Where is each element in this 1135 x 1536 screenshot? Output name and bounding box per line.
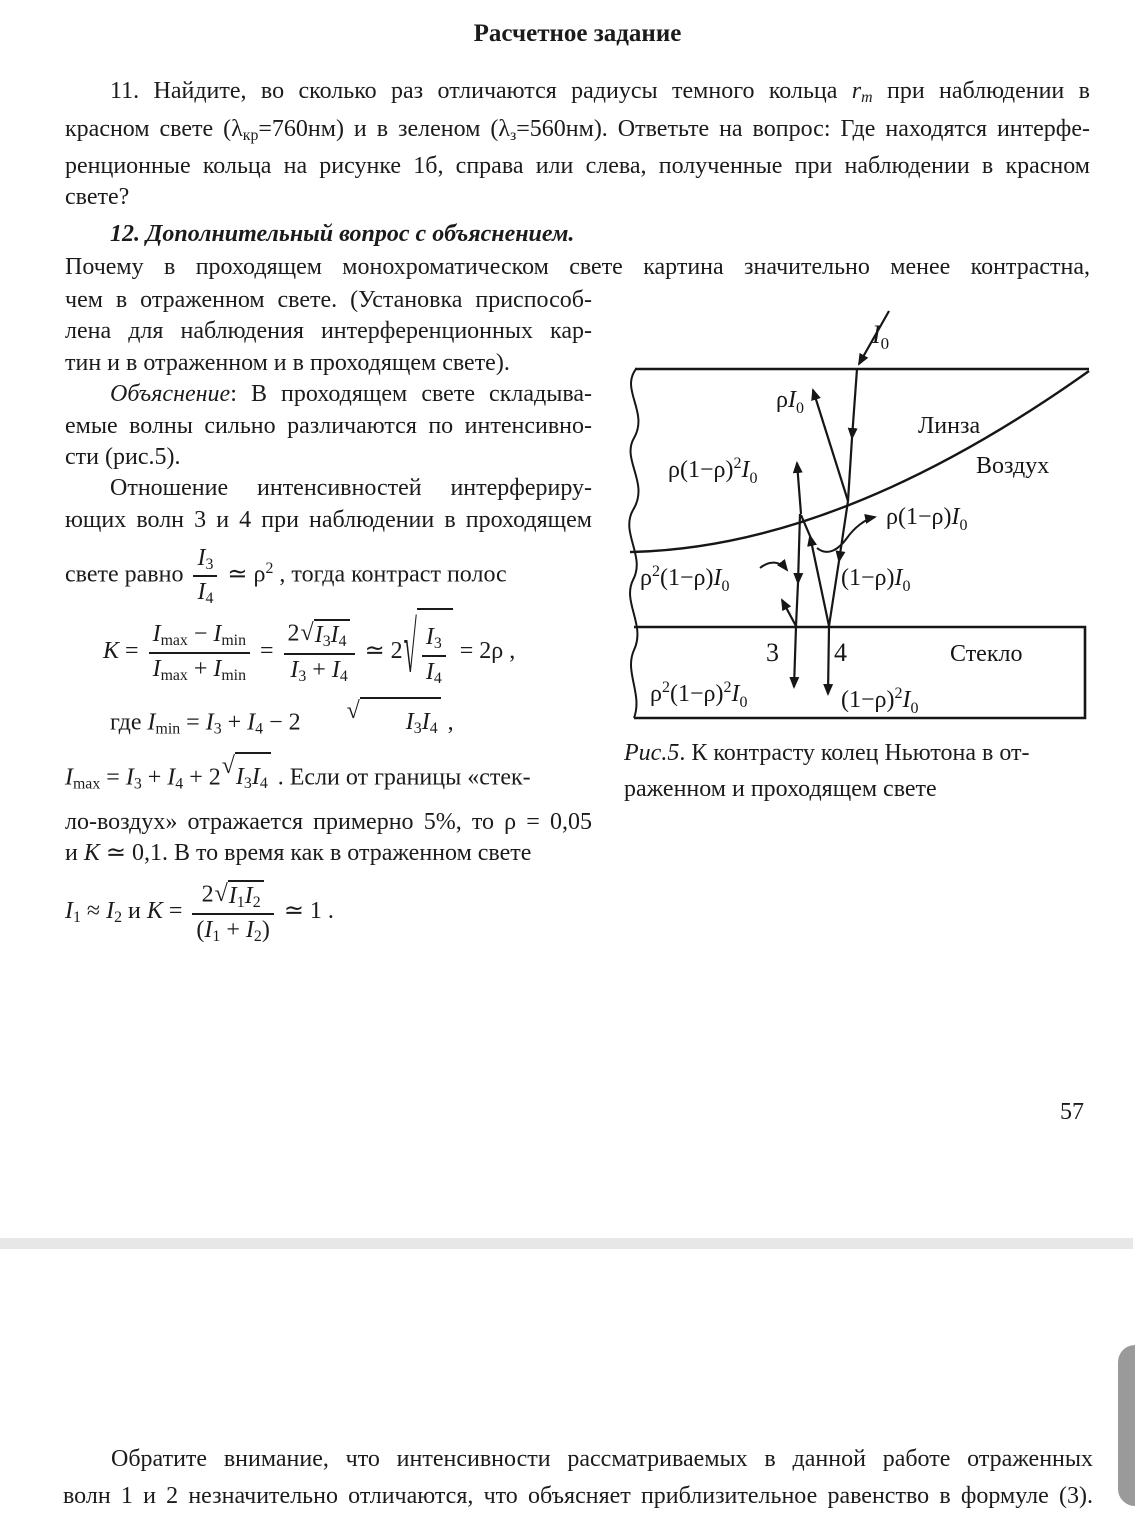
ray-3-down-lower [796,583,798,626]
section-12-left-column [65,285,592,961]
text-run: K [103,638,120,665]
text-run: − [187,620,214,647]
label-ray-4: 4 [834,638,847,667]
text-run: 4 [259,775,268,793]
text-run: 3 [133,775,142,793]
text-run: r [851,78,862,104]
text-run: min [221,632,246,650]
text-run: + [141,764,168,791]
text-run: + [306,657,332,684]
text-run: Объяснение [110,381,231,408]
label-omr-i0: $(1-\rho)I_0$ [841,565,911,595]
text-run: кр [242,126,259,144]
text-run: I [205,709,214,736]
text-run: 1 [212,928,221,946]
label-air: Воздух [976,453,1050,479]
text-run: m [861,89,873,107]
text-run: I [314,622,323,649]
radicand [235,752,271,806]
fraction-numerator [284,619,355,655]
radical-sign: √ [221,752,235,779]
text-run: I [147,709,156,736]
fraction [192,880,273,947]
label-rho2-omr2-i0: $\rho^2(1-\rho)^2I_0$ [650,679,748,711]
text-run: = [162,898,189,925]
text-run: Обратите внимание, что интенсивности рассматриваемых в данной работе отраженных [111,1446,1093,1472]
text-run: I [152,620,161,647]
text-run: . К контрасту колец Ньютона в от- [679,740,1030,766]
text-run: I [125,764,134,791]
text-run: I [330,622,339,649]
text-run: ренционные кольца на рисунке 1б, справа или слева, полученные при наблюдении в красном [65,153,1090,180]
text-run: I [197,544,206,571]
reflected-up-ray-lower [801,515,810,536]
label-glass: Стекло [950,641,1023,667]
text-run: max [73,775,101,793]
text-line [63,1441,1093,1478]
text-run: ( [196,917,205,944]
text-run: : В проходящем свете складыва- [230,381,592,408]
text-line [624,771,1094,807]
text-run: + [220,917,246,944]
text-line [65,411,592,442]
text-run: = [254,638,280,665]
section-12-heading-text: 12. Дополнительный вопрос с объяснением. [110,221,575,247]
fraction [284,619,355,686]
text-run: ≃ 2 [358,638,403,665]
text-run: 4 [339,668,348,686]
transmitted-up-ray [797,463,801,514]
text-line [65,473,592,504]
radical [215,880,264,912]
text-run: 3 [213,720,222,738]
label-rho-i0: $\rho I_0$ [776,387,804,417]
radicand [228,880,264,912]
fraction-denominator [193,577,217,608]
text-run: свете равно [65,561,190,588]
fraction-numerator [422,624,446,657]
text-run: 4 [175,775,184,793]
text-run: + 2 [183,764,221,791]
text-run: I [235,763,244,790]
fraction-numerator [192,880,273,916]
text-run: I [421,709,430,736]
text-run: I [152,655,161,682]
text-run: ≃ 1 . [277,898,334,925]
text-run: 4 [255,720,264,738]
fraction-numerator [149,621,250,654]
text-line [65,316,592,347]
text-run: I [204,917,213,944]
text-run: min [221,666,246,684]
text-run: Отношение интенсивностей интерфериру- [110,475,592,502]
text-run: и [65,840,84,867]
text-run: + [187,655,214,682]
transmitted-ray-4-lower [829,561,839,626]
text-run: 1 [236,893,245,911]
text-line [65,807,592,838]
text-run: 2 [252,893,261,911]
page-title: Расчетное задание [473,20,682,47]
text-run: I [405,709,414,736]
text-line [65,114,1090,152]
text-run: ющих волн 3 и 4 при наблюдении в проходящем [65,506,592,533]
radical [301,619,350,651]
ray-4-into-glass [828,627,829,694]
text-run: тин и в отраженном и в проходящем свете). [65,349,510,376]
text-run: 4 [433,669,442,687]
text-line [65,76,1090,114]
text-line [65,869,592,960]
text-run: I [106,898,115,925]
radicand [314,619,350,651]
ray-3-into-glass [794,627,796,687]
text-run: K [146,898,163,925]
text-run: 2 [114,909,123,927]
text-run: =560нм). Ответьте на вопрос: Где находятся интерфе- [516,115,1090,142]
radical-sign: √ [346,698,360,725]
text-run: min [155,720,181,738]
radical-sign: √ [214,880,228,907]
text-run: = [119,638,145,665]
label-i0: $I_0$ [872,320,890,353]
ray-in-lens-lower [848,438,852,501]
text-run: 1 [73,909,81,927]
text-run: емые волны сильно различаются по интенсивно- [65,412,592,439]
text-run: ) [261,917,270,944]
text-line [65,379,592,410]
fraction [193,545,217,609]
fraction-denominator [422,657,446,688]
text-run: ло-воздух» отражается примерно 5%, то ρ = 0,05 [65,808,592,835]
leader-arrow-rho2-omr-i0 [760,563,787,570]
text-line [65,608,592,697]
fraction-numerator [193,545,217,578]
text-run: , [441,709,454,736]
text-run: = 2ρ , [453,638,516,665]
text-run: при наблюдении в [872,78,1090,104]
section-12-heading [65,221,1090,248]
text-run: I [65,764,73,791]
scrollbar-thumb[interactable] [1118,1345,1135,1506]
fraction [149,621,250,685]
text-run: =760нм) и в зеленом (λ [258,115,510,142]
text-run: и [122,898,147,925]
text-run: max [160,666,188,684]
text-run: I [290,657,299,684]
label-rho2-omr-i0: $\rho^2(1-\rho)I_0$ [640,563,730,595]
text-run: чем в отраженном свете. (Установка приспособ- [65,287,592,313]
text-run: I [213,655,222,682]
text-run: + [221,709,248,736]
text-line [65,752,592,807]
text-run: красном свете (λ [65,115,243,142]
radical [222,752,271,806]
text-run: I [197,579,206,606]
text-run: I [213,620,222,647]
text-run: 3 [322,633,331,651]
text-run: где [110,709,148,736]
text-line [624,735,1094,771]
text-run: ≃ 0,1. В то время как в отраженном свете [99,840,532,867]
leader-arrow-rho-omr-i0 [817,517,875,552]
radical [404,608,453,697]
label-rho-omr-i0: $\rho(1-\rho)I_0$ [886,504,968,534]
fraction [422,624,446,688]
text-run: 3 [205,555,214,573]
text-run: = [180,709,206,736]
label-rho-omr2-i0: $\rho(1-\rho)^2I_0$ [668,455,758,487]
small-reflection-at-glass [782,600,796,626]
text-run: K [83,840,100,867]
text-run: сти (рис.5). [65,444,181,471]
text-run: Почему в проходящем монохроматическом свете картина значительно менее контрастна, [65,254,1090,280]
text-run: Рис.5 [624,740,680,766]
text-run: 2 [201,881,214,908]
page-separator-band [0,1238,1133,1249]
text-run: 3 [243,775,252,793]
text-run: I [425,658,434,685]
fraction-denominator [149,654,250,685]
problem-11-paragraph [65,76,1090,214]
text-line [65,442,592,473]
text-run: 2 [265,560,274,578]
bottom-note-paragraph [63,1441,1093,1515]
text-line [65,536,592,608]
figure-5-caption [624,735,1094,807]
radical [302,697,441,751]
text-line [65,182,1090,213]
ray-in-lens-upper [852,369,857,438]
transmitted-ray-4-upper [839,501,848,561]
radical-sign: √ [403,611,417,690]
ray-3-down-upper [798,514,800,583]
text-line [65,285,592,316]
fraction-denominator [192,915,273,946]
text-run: раженном и проходящем свете [624,776,937,802]
text-line [65,697,592,752]
text-run: ≈ [80,898,107,925]
text-run: , тогда контраст полос [273,561,507,588]
text-line [65,505,592,536]
label-lens: Линза [918,413,981,439]
text-line [65,348,592,379]
text-run: . Если от границы «стек- [271,764,531,791]
text-run: лена для наблюдения интерференционных кар- [65,318,592,345]
text-run: I [425,623,434,650]
radical-sign: √ [300,620,314,647]
text-line [65,838,592,869]
text-line [63,1478,1093,1515]
torn-edge-wavy-line [629,369,638,718]
text-run: 2 [253,928,262,946]
text-run: свете? [65,184,130,211]
text-run: 3 [413,720,422,738]
text-line [65,252,1090,283]
text-run: 11. Найдите, во сколько раз отличаются радиусы темного кольца [110,78,852,104]
label-ray-3: 3 [766,638,779,667]
figure-5-diagram [608,294,1102,732]
radicand [417,608,453,697]
text-run: − 2 [263,709,301,736]
text-run: 4 [338,633,347,651]
reflected-ray-rho-i0 [813,390,848,501]
section-12-fullwidth-line [65,252,1090,283]
text-run: I [247,709,256,736]
radicand [360,697,441,751]
text-run: I [251,763,260,790]
text-run: волн 1 и 2 незначительно отличаются, что объясняет приблизительное равенство в формуле (3). [63,1483,1093,1509]
text-run: I [65,898,73,925]
text-run: = [100,764,126,791]
text-run: I [331,657,340,684]
text-run: 4 [205,590,214,608]
page-number: 57 [1060,1099,1084,1125]
text-run: I [245,917,254,944]
text-run: ≃ ρ [221,561,266,588]
text-run: 3 [298,668,307,686]
text-run: I [167,764,176,791]
fraction-denominator [284,655,355,686]
text-run: 4 [429,720,438,738]
text-run: I [244,882,253,909]
text-run: I [228,882,237,909]
text-run: 2 [287,620,300,647]
text-line [65,151,1090,182]
text-run: 3 [433,635,442,653]
label-omr2-i0: $(1-\rho)^2I_0$ [841,685,919,717]
text-run: max [160,632,188,650]
text-run: з [509,126,517,144]
